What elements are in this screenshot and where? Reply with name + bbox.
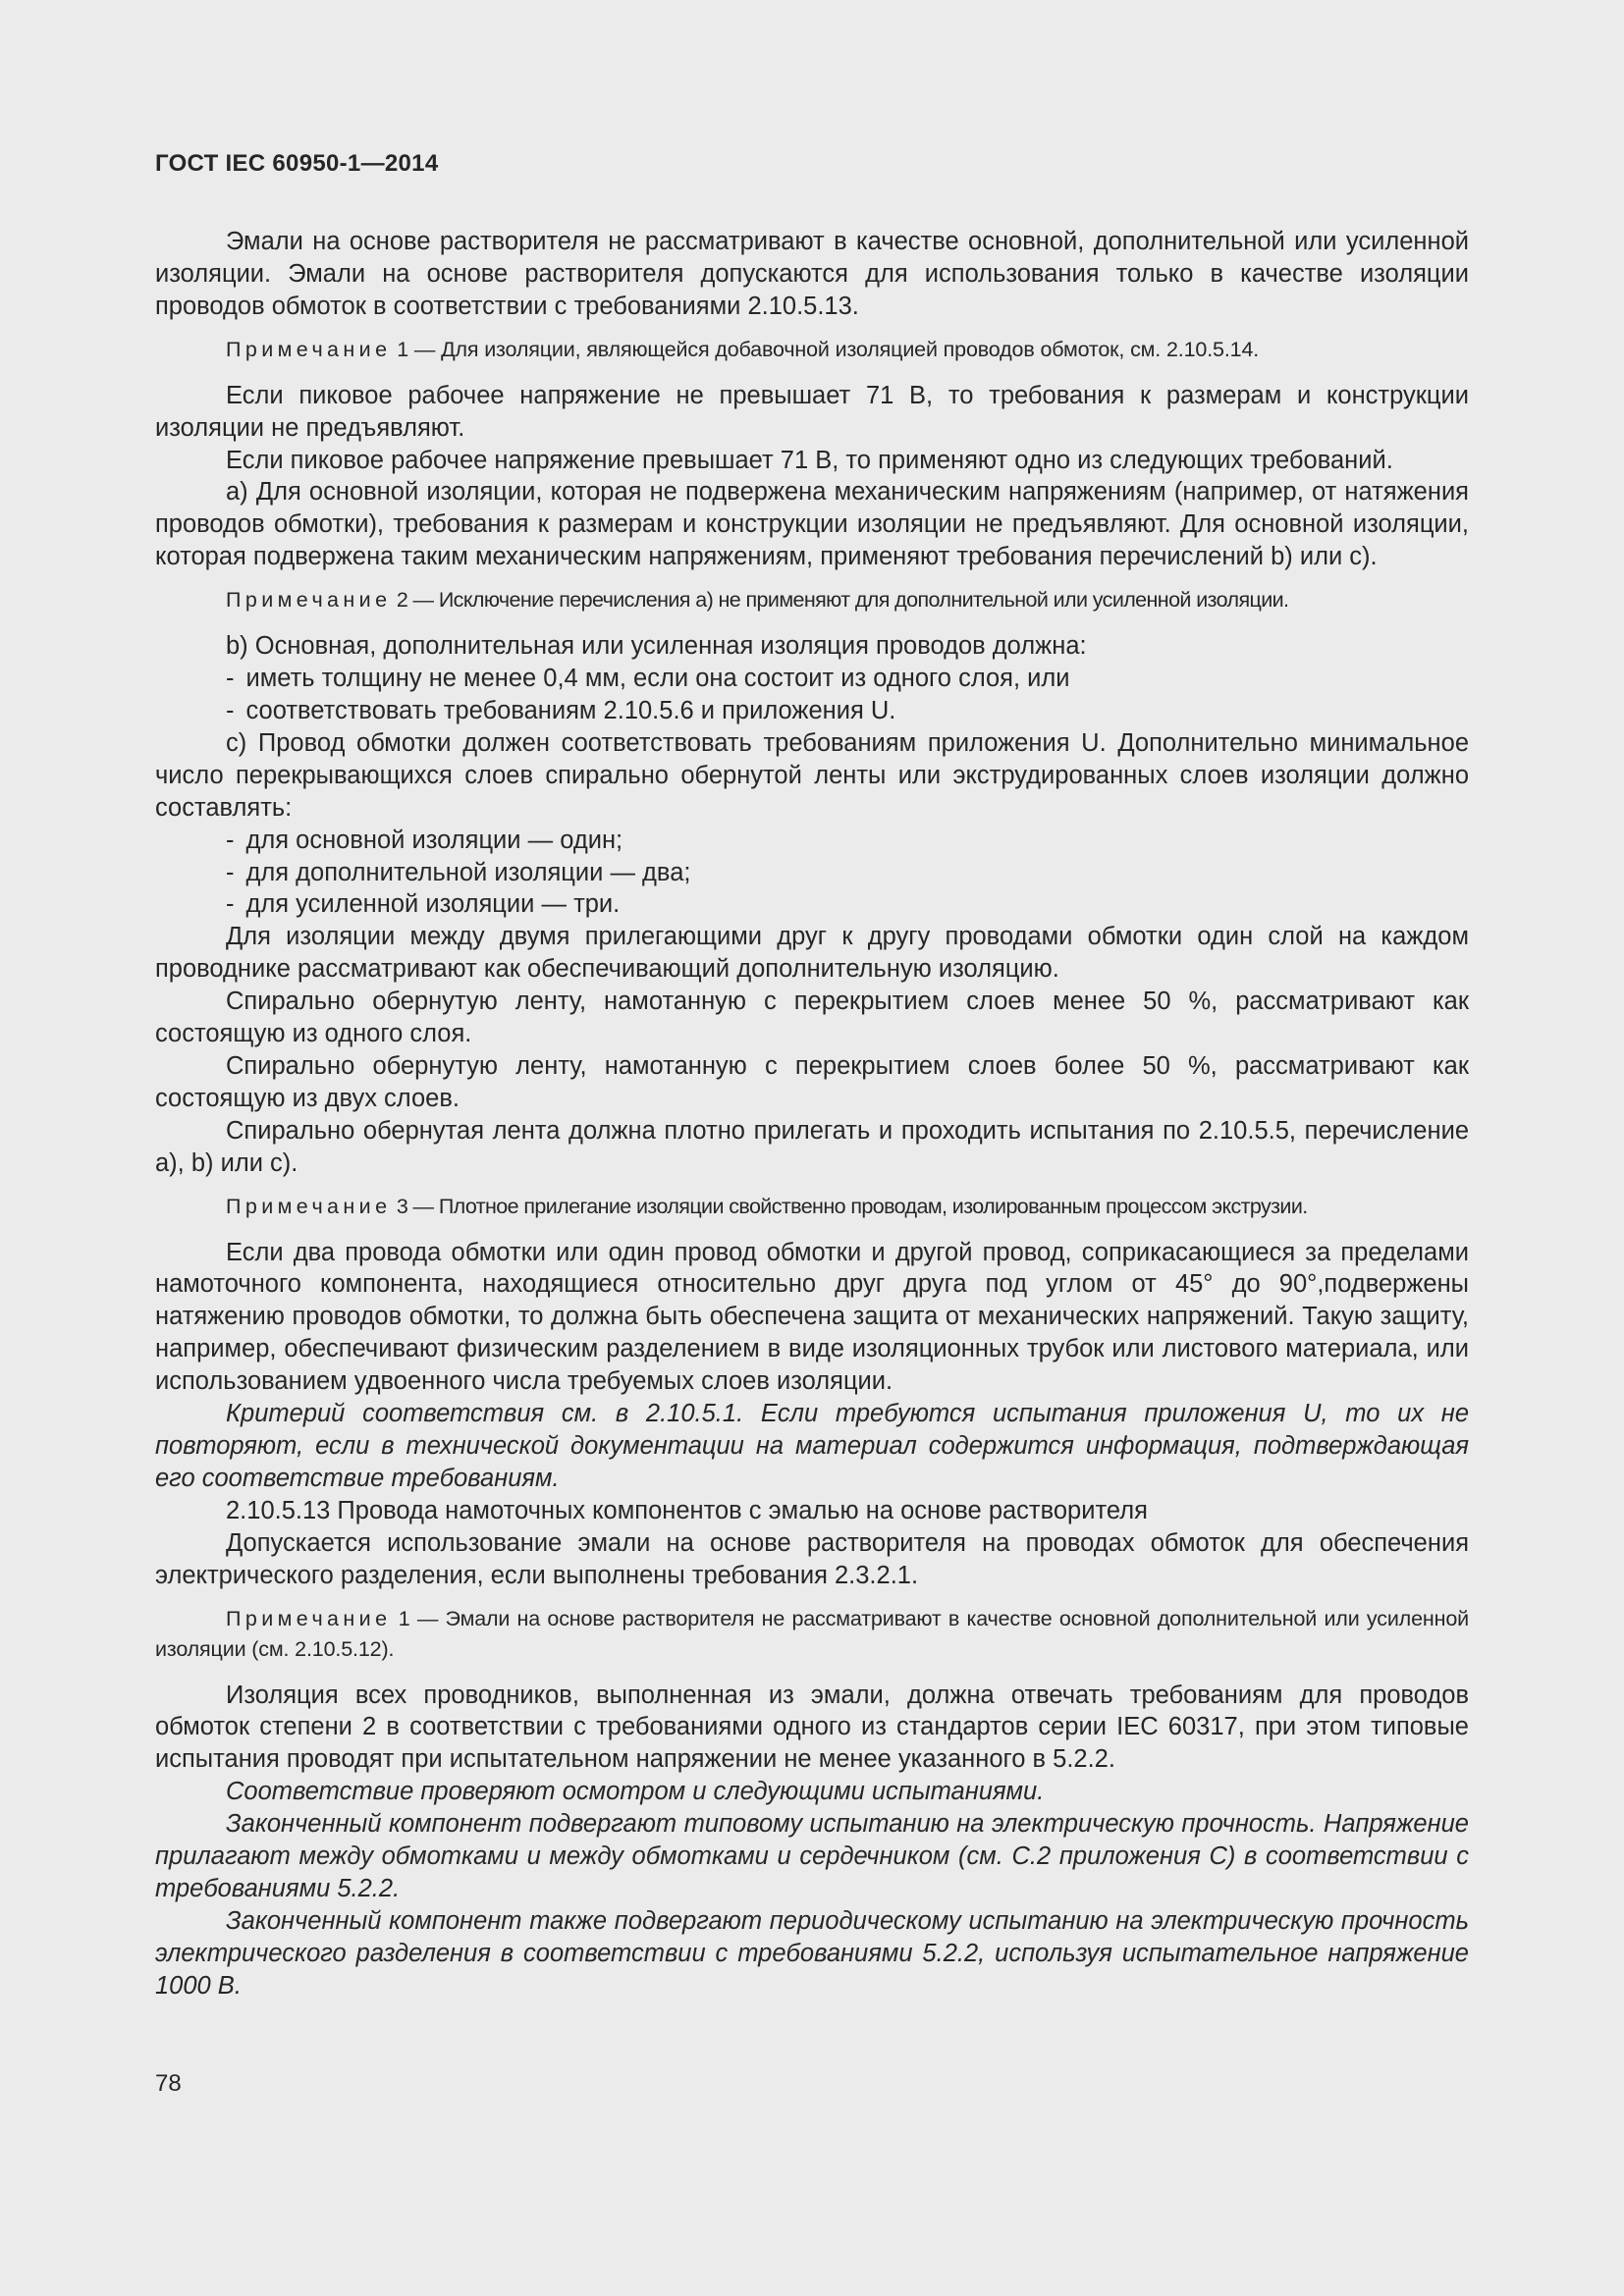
- note-text: 2 — Исключение перечисления а) не применяют для дополнительной или усиленной изоляции.: [391, 588, 1289, 613]
- note: [155, 585, 1469, 615]
- list-item-text: соответствовать требованиям 2.10.5.6 и приложения U.: [245, 696, 896, 724]
- note-label: Примечание: [226, 1194, 392, 1218]
- dash-mark: -: [226, 665, 235, 693]
- paragraph: Спирально обернутая лента должна плотно прилегать и проходить испытания по 2.10.5.5, перечисление a), b) или c).: [155, 1116, 1469, 1177]
- dash-mark: -: [226, 858, 235, 886]
- list-item-text: для усиленной изоляции — три.: [245, 890, 621, 919]
- note-label: Примечание: [226, 1606, 392, 1630]
- section-heading: 2.10.5.13 Провода намоточных компонентов с эмалью на основе растворителя: [226, 1496, 1148, 1524]
- paragraph: b) Основная, дополнительная или усиленная изоляция проводов должна:: [226, 632, 1087, 661]
- note: [155, 1604, 1469, 1665]
- list-item: [155, 825, 1469, 857]
- compliance-paragraph: Соответствие проверяют осмотром и следующими испытаниями.: [226, 1778, 1045, 1806]
- paragraph: Эмали на основе растворителя не рассматривают в качестве основной, дополнительной или усиленной изоляции. Эмали на основе растворителя допускаются для использования только в качестве изоляции проводов обмоток в соответствии с требованиями 2.10.5.13.: [155, 228, 1469, 320]
- list-item: [155, 695, 1469, 727]
- note-label: Примечание: [226, 337, 392, 361]
- compliance-paragraph: Законченный компонент также подвергают периодическому испытанию на электрическую прочность электрического разделения в соответствии с требованиями 5.2.2, используя испытательное напряжение 1000 В.: [155, 1906, 1469, 2000]
- dash-mark: -: [226, 826, 235, 854]
- dash-mark: -: [226, 696, 235, 724]
- paragraph: а) Для основной изоляции, которая не подвержена механическим напряжениям (например, от натяжения проводов обмотки), требования к размерам и конструкции изоляции не предъявляют. Для основной изоляции, которая подвержена таким механическим напряжениям, применяют требования перечислений b) или c).: [155, 478, 1469, 571]
- paragraph: c) Провод обмотки должен соответствовать требованиям приложения U. Дополнительно минимальное число перекрывающихся слоев спирально обернутой ленты или экструдированных слоев изоляции должно составлять:: [155, 728, 1469, 822]
- note-text: 1 — Для изоляции, являющейся добавочной изоляцией проводов обмоток, см. 2.10.5.14.: [391, 337, 1260, 361]
- list-item-text: для дополнительной изоляции — два;: [245, 858, 691, 886]
- paragraph: Для изоляции между двумя прилегающими друг к другу проводами обмотки один слой на каждом проводнике рассматривают как обеспечивающий дополнительную изоляцию.: [155, 923, 1469, 984]
- standard-header: ГОСТ IEC 60950-1—2014: [155, 150, 439, 177]
- paragraph: Если пиковое рабочее напряжение превышает 71 В, то применяют одно из следующих требований.: [226, 446, 1393, 474]
- paragraph: Изоляция всех проводников, выполненная из эмали, должна отвечать требованиям для проводов обмоток степени 2 в соответствии с требованиями одного из стандартов серии IEC 60317, при этом типовые испытания проводят при испытательном напряжении не менее указанного в 5.2.2.: [155, 1681, 1469, 1774]
- paragraph: Спирально обернутую ленту, намотанную с перекрытием слоев более 50 %, рассматривают как состоящую из двух слоев.: [155, 1051, 1469, 1112]
- note: [155, 1192, 1469, 1222]
- list-item: [155, 888, 1469, 921]
- dash-mark: -: [226, 890, 235, 919]
- paragraph: Допускается использование эмали на основе растворителя на проводах обмоток для обеспечения электрического разделения, если выполнены требования 2.3.2.1.: [155, 1528, 1469, 1589]
- list-item: [155, 663, 1469, 695]
- paragraph: Если два провода обмотки или один провод обмотки и другой провод, соприкасающиеся за пределами намоточного компонента, находящиеся относительно друг друга под углом от 45° до 90°,подвержены натяжению проводов обмотки, то должна быть обеспечена защита от механических напряжений. Такую защиту, например, обеспечивают физическим разделением в виде изоляционных трубок или листового материала, или использованием удвоенного числа требуемых слоев изоляции.: [155, 1238, 1469, 1396]
- note-text: 1 — Эмали на основе растворителя не рассматривают в качестве основной дополнительной или усиленной изоляции (см. 2.10.5.12).: [155, 1606, 1469, 1661]
- paragraph: Спирально обернутую ленту, намотанную с перекрытием слоев менее 50 %, рассматривают как состоящую из одного слоя.: [155, 988, 1469, 1048]
- list-item-text: для основной изоляции — один;: [245, 826, 623, 854]
- list-item: [155, 857, 1469, 889]
- compliance-paragraph: Законченный компонент подвергают типовому испытанию на электрическую прочность. Напряжение прилагают между обмотками и между обмотками и сердечником (см. С.2 приложения С) в соответствии с требованиями 5.2.2.: [155, 1810, 1469, 1902]
- note-text: 3 — Плотное прилегание изоляции свойственно проводам, изолированным процессом экструзии.: [391, 1194, 1308, 1218]
- document-page: [155, 147, 1469, 2002]
- page-number: 78: [155, 2070, 182, 2097]
- list-item-text: иметь толщину не менее 0,4 мм, если она состоит из одного слоя, или: [245, 665, 1070, 693]
- paragraph: Если пиковое рабочее напряжение не превышает 71 В, то требования к размерам и конструкции изоляции не предъявляют.: [155, 381, 1469, 442]
- compliance-paragraph: Критерий соответствия см. в 2.10.5.1. Если требуются испытания приложения U, то их не повторяют, если в технической документации на материал содержится информация, подтверждающая его соответствие требованиям.: [155, 1400, 1469, 1492]
- note: [155, 335, 1469, 365]
- note-label: Примечание: [226, 588, 392, 613]
